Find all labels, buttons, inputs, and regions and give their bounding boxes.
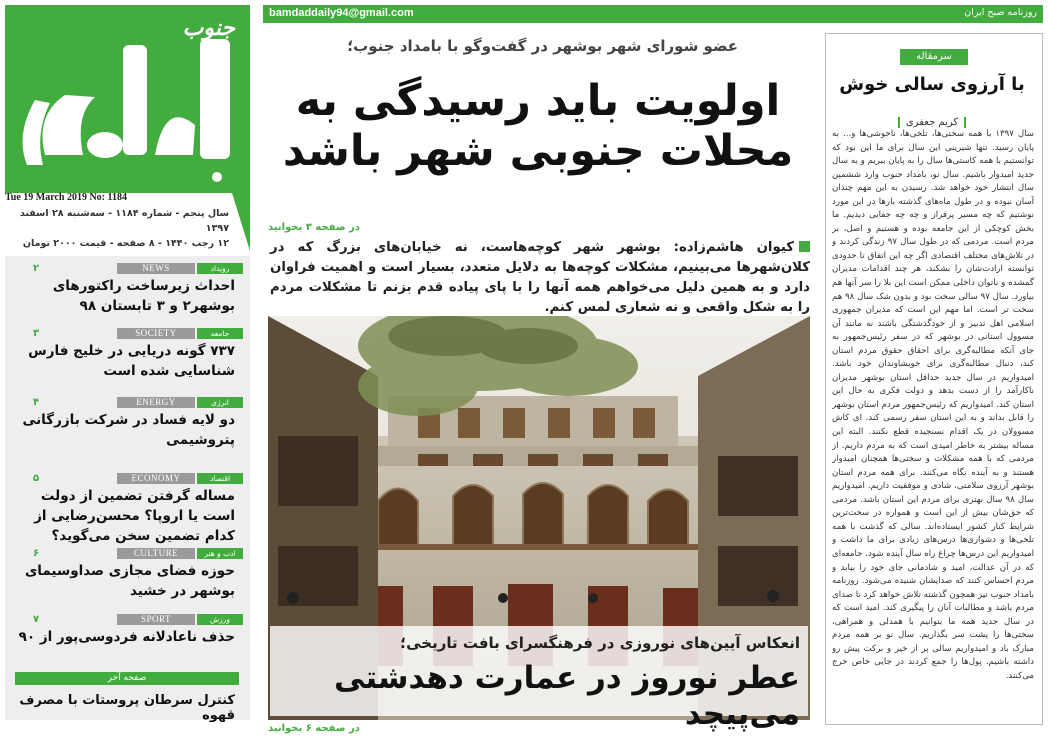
index-section-fa: ورزش — [197, 614, 243, 625]
index-page-number: ۴ — [33, 397, 40, 408]
photo-story-headline[interactable]: عطر نوروز در عمارت دهدشتی می‌پیچد — [333, 660, 800, 732]
date-lines — [4, 206, 229, 251]
top-bar — [263, 5, 1043, 23]
index-section-en: ECONOMY — [117, 473, 195, 484]
index-item-title[interactable]: احداث زیرساخت راکتورهای بوشهر۲ و ۳ تابستان ۹۸ — [52, 278, 235, 314]
editorial-title[interactable]: با آرزوی سالی خوش — [839, 74, 1025, 95]
index-section-fa: جامعه — [197, 328, 243, 339]
paper-type: روزنامه صبح ایران — [964, 7, 1037, 18]
logo-tail-decoration — [232, 193, 250, 251]
index-item-title[interactable]: حوزه فضای مجازی صداوسیمای بوشهر در خشید — [24, 563, 235, 599]
index-page-number: ۵ — [33, 473, 40, 484]
index-section-fa: اقتصاد — [197, 473, 243, 484]
main-story-lead-text: کیوان هاشم‌زاده: بوشهر شهر کوچه‌هاست، نه خیابان‌های بزرگ که در کلان‌شهرها می‌بینیم، مشکلات کوچه‌ها به دلایل متعدد، بسیار است و اهمیت فراوان دارد و به همین دلیل می‌خواهم همه آنها را با پای پیاده قدم بزنم تا مشکلات مردم را به شکل واقعی و نه شعاری لمس کنم. — [270, 240, 810, 315]
editorial-author-wrap — [832, 110, 1032, 129]
editorial-body: سال ۱۳۹۷ با همه سختی‌ها، تلخی‌ها، ناخوشی‌ها و... به پایان رسید. تنها شیرینی این سال برای ما این بود که توانستیم با همه کاستی‌ها سال را به پایان ببریم و به سال جدید امیدوار باشیم. سال نو، بامداد جنوب وارد ششمین سال انتشار خود خواهد شد. رسیدن به این مهم چندان آسان نبوده و در طول ماه‌های گذشته بارها در این مورد نوشتیم که چه مسیر پرفراز و چه چه جفایی دیدیم. ما بخش کوچکی از این جامعه بوده و هستیم و اصل، بر مردم است. مردمی که در طول سال ۹۷ زندگی کردند و در تلاش‌های مختلف اقتصادی اگر چه این اتفاق تا حدودی توانسته ارادت‌شان را بشکند، هر چند اقدامات مدیران گمشده و ناتوان داخلی ممکن است این بلا را سر آنها هم بیاورد. سال ۹۷ سالی سخت بود و بدون شک سال ۹۸ هم سخت تر است. اما مهم این است که مدیران جمهوری اسلامی اهل تدبیر و از خودگذشتگی باشند نه مانند آن مسوول استانی در بوشهر که در سفر رئیس‌جمهور به جای آنکه مطالبه‌گری برای احقاق حقوق مردم استان کند، دنبال مطالبه‌گری برای خویشاوندان خود باشد. امیدواریم در سال جدید حداقل استان بوشهر مدیران ناکارآمد را از دست بدهد و دولت فکری به حال این استان کند. امیدواریم که رئیس‌جمهور مردم استان بوشهر را قابل بداند و به این استان سفر رسمی کند. ای کاش مسوولان در یک اقدام نسنجیده قطع نکنند. البته این مساله بیشتر به خاطر امیدی است که به مردم داریم. از مردمی که با همه مشکلات و سختی‌ها همچنان امیدوار هستند و به آینده نگاه می‌کنند. برای همه مردم استان بوشهر آرزوی سلامتی، شادی و موفقیت داریم. امیدواریم سال ۹۸ سال بهتری برای مردم این استان باشد. مردمی که حق‌شان بیش از این است و همواره در سخت‌ترین شرایط کنار کشور ایستاده‌اند. سالی که گذشت با همه تلخی‌ها و دشواری‌ها درس‌های زیادی برای ما داشت و امیدواریم این درس‌ها چراغ راه سال آینده شود. جامعه‌ای که در آن عدالت، امید و شادمانی جای خود را بیابد و مردم احساس کنند که صدایشان شنیده می‌شود. روزنامه بامداد جنوب نیز همچون گذشته تلاش خواهد کرد تا صدای مردم باشد و مطالبات آنان را پیگیری کند. امید است که در سال جدید همه ما بتوانیم با همدلی و همراهی، سختی‌ها را پشت سر بگذاریم. سال نو بر همه مردم مبارک باد و امیدواریم سالی پر از خیر و برکت پیش رو داشته باشیم. پول‌ها را جمع کردند در جایی خاص خرج می‌کنند. — [832, 129, 1034, 681]
photo-story-kicker: انعکاس آیین‌های نوروزی در فرهنگسرای بافت تاریخی؛ — [400, 634, 800, 652]
lead-bullet-square — [799, 241, 810, 252]
index-item-title[interactable]: حذف ناعادلانه فردوسی‌پور از ۹۰ — [18, 629, 235, 645]
index-section-fa: انرژی — [197, 397, 243, 408]
editorial-tag: سرمقاله — [900, 49, 968, 65]
index-item-header — [15, 473, 243, 484]
index-item-header — [15, 614, 243, 625]
logo-lettering-graphic — [5, 5, 250, 193]
index-panel — [5, 256, 250, 720]
date-line-1: سال پنجم - شماره ۱۱۸۴ - سه‌شنبه ۲۸ اسفند ۱۳۹۷ — [19, 208, 229, 234]
index-section-en: NEWS — [117, 263, 195, 274]
main-story-kicker: عضو شورای شهر بوشهر در گفت‌وگو با بامداد جنوب؛ — [347, 37, 738, 55]
index-section-en: SPORT — [117, 614, 195, 625]
photo-story-page-ref[interactable]: در صفحه ۶ بخوانید — [268, 723, 360, 734]
index-section-en: CULTURE — [117, 548, 195, 559]
index-item-header — [15, 397, 243, 408]
newspaper-logo — [5, 5, 250, 193]
index-item-title[interactable]: دو لایه فساد در شرکت بازرگانی پتروشیمی — [22, 412, 235, 448]
main-story-page-ref[interactable]: در صفحه ۳ بخوانید — [268, 222, 360, 233]
index-section-fa: رویداد — [197, 263, 243, 274]
index-section-en: SOCIETY — [117, 328, 195, 339]
index-page-number: ۷ — [33, 614, 40, 625]
main-story-headline[interactable]: اولویت باید رسیدگی به محلات جنوبی شهر باشد — [282, 76, 794, 176]
index-page-number: ۳ — [33, 328, 40, 339]
issue-line: Tue 19 March 2019 No: 1184 — [5, 192, 127, 203]
editorial-author: کریم جعفری — [898, 117, 966, 128]
index-item-title[interactable]: ۷۳۷ گونه دریایی در خلیج فارس شناسایی شده است — [28, 343, 235, 379]
last-page-label: صفحه آخر — [15, 672, 239, 685]
index-item-header — [15, 548, 243, 559]
index-item-header — [15, 328, 243, 339]
logo-subtitle: جنوب — [182, 15, 235, 41]
contact-email[interactable]: bamdaddaily94@gmail.com — [269, 7, 414, 19]
index-item-title[interactable]: مساله گرفتن تضمین از دولت است یا اروپا؟ محسن‌رضایی از کدام تضمین سخن می‌گوید؟ — [34, 488, 235, 544]
index-page-number: ۲ — [33, 263, 40, 274]
index-section-fa: ادب و هنر — [197, 548, 243, 559]
index-page-number: ۶ — [33, 548, 40, 559]
last-page-title[interactable]: کنترل سرطان پروستات با مصرف قهوه — [19, 693, 235, 723]
date-line-2: ۱۲ رجب ۱۴۴۰ - ۸ صفحه - قیمت ۲۰۰۰ تومان — [22, 238, 229, 249]
main-story-lead — [270, 238, 810, 318]
index-item-header — [15, 263, 243, 274]
index-section-en: ENERGY — [117, 397, 195, 408]
